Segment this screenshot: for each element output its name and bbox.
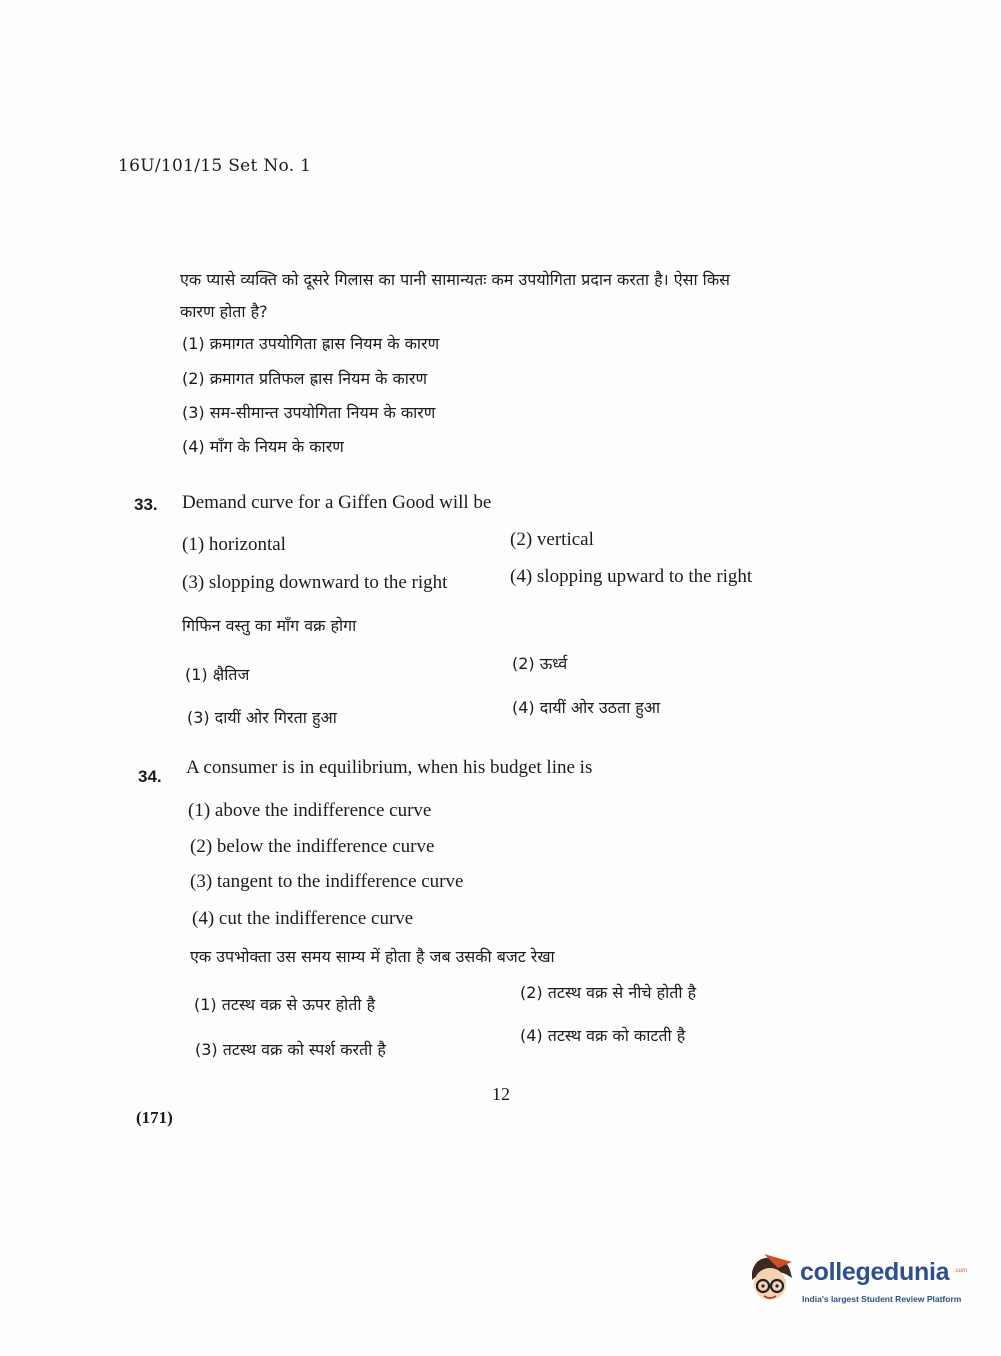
q33-option-4: (4) slopping upward to the right: [510, 566, 753, 587]
q33-option-1: (1) horizontal: [182, 534, 286, 555]
q34-hindi-option-3: (3) तटस्थ वक्र को स्पर्श करती है: [195, 1040, 386, 1059]
q33-option-2: (2) vertical: [510, 529, 594, 550]
q33-question: Demand curve for a Giffen Good will be: [182, 492, 492, 513]
q33-option-3: (3) slopping downward to the right: [182, 572, 448, 593]
q32-hindi-question-line1: एक प्यासे व्यक्ति को दूसरे गिलास का पानी सामान्यतः कम उपयोगिता प्रदान करता है। ऐसा किस: [180, 270, 730, 289]
q32-hindi-option-2: (2) क्रमागत प्रतिफल ह्रास नियम के कारण: [182, 369, 428, 388]
q34-hindi-option-2: (2) तटस्थ वक्र से नीचे होती है: [520, 983, 697, 1002]
collegedunia-logo: [742, 1252, 972, 1312]
q32-hindi-question-line2: कारण होता है?: [180, 302, 268, 321]
q34-option-4: (4) cut the indifference curve: [192, 908, 414, 929]
q32-hindi-option-3: (3) सम-सीमान्त उपयोगिता नियम के कारण: [182, 403, 436, 422]
q34-option-1: (1) above the indifference curve: [188, 800, 432, 821]
q32-hindi-option-1: (1) क्रमागत उपयोगिता ह्रास नियम के कारण: [182, 334, 440, 353]
q34-hindi-option-1: (1) तटस्थ वक्र से ऊपर होती है: [194, 995, 376, 1014]
q32-hindi-option-4: (4) माँग के नियम के कारण: [182, 437, 344, 456]
q33-hindi-option-2: (2) ऊर्ध्व: [512, 654, 568, 673]
q34-option-3: (3) tangent to the indifference curve: [190, 871, 464, 892]
logo-wordmark: collegedunia: [800, 1258, 950, 1286]
paper-code: (171): [136, 1108, 173, 1127]
logo-tagline: India's largest Student Review Platform: [802, 1294, 962, 1304]
q34-option-2: (2) below the indifference curve: [190, 836, 435, 857]
q34-question: A consumer is in equilibrium, when his budget line is: [186, 757, 593, 778]
mascot-icon: [742, 1252, 800, 1310]
page-number: 12: [492, 1084, 510, 1104]
paper-header: 16U/101/15 Set No. 1: [118, 156, 312, 176]
q33-hindi-question: गिफिन वस्तु का माँग वक्र होगा: [182, 616, 357, 635]
logo-domain: .com: [954, 1268, 968, 1274]
q33-number: 33.: [134, 495, 158, 514]
q33-hindi-option-3: (3) दायीं ओर गिरता हुआ: [187, 708, 337, 727]
q34-hindi-question: एक उपभोक्ता उस समय साम्य में होता है जब उसकी बजट रेखा: [190, 947, 555, 966]
q33-hindi-option-1: (1) क्षैतिज: [185, 665, 250, 684]
q33-hindi-option-4: (4) दायीं ओर उठता हुआ: [512, 698, 661, 717]
q34-number: 34.: [138, 767, 162, 786]
q34-hindi-option-4: (4) तटस्थ वक्र को काटती है: [520, 1026, 686, 1045]
